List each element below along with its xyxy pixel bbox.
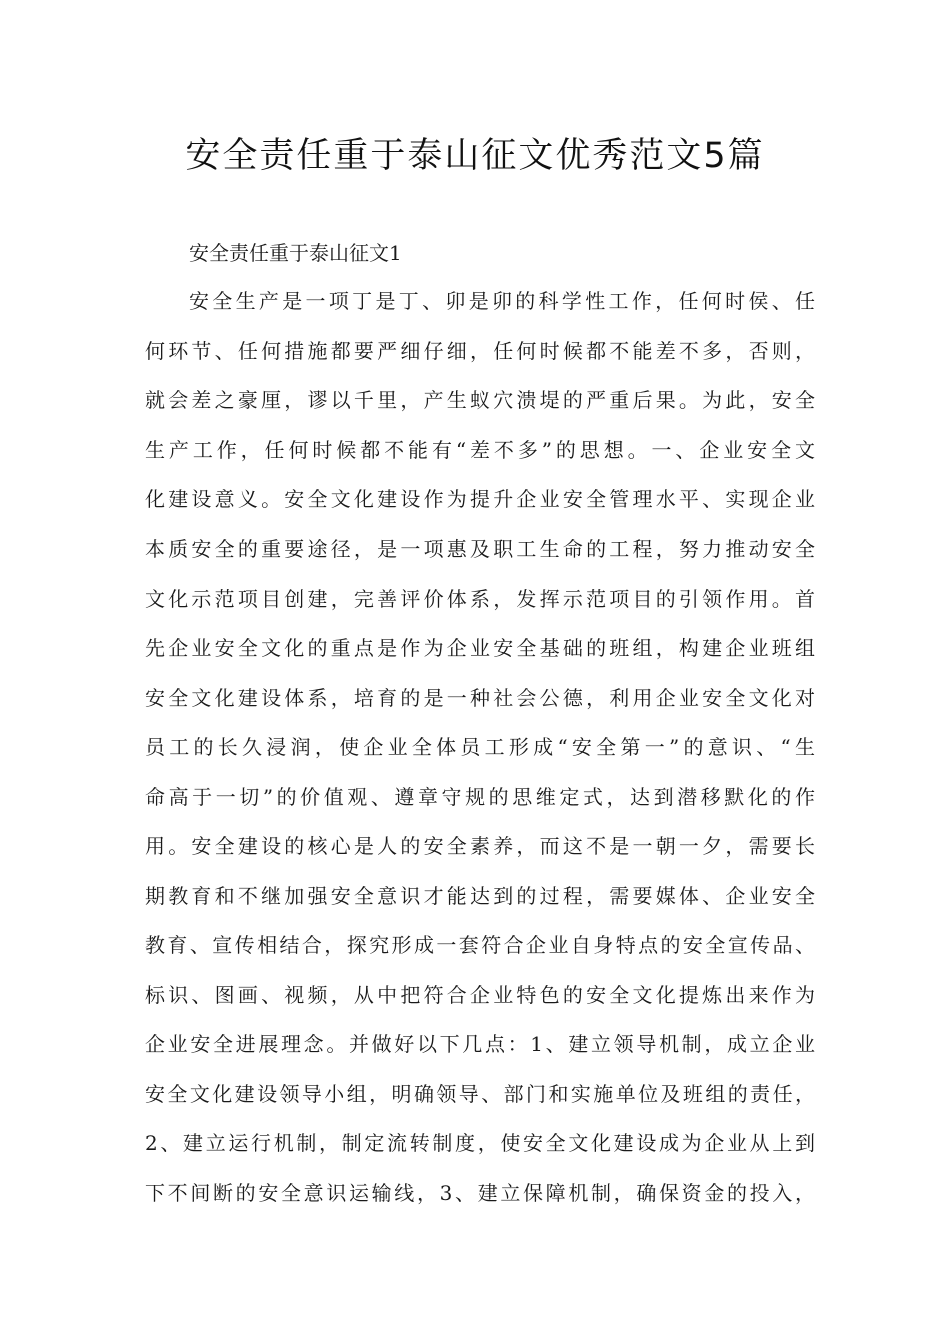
section-heading: 安全责任重于泰山征文1 bbox=[189, 241, 402, 265]
paragraph-line: 文化示范项目创建，完善评价体系，发挥示范项目的引领作用。首 bbox=[145, 587, 815, 611]
paragraph-line: 企业安全进展理念。并做好以下几点：1、建立领导机制，成立企业 bbox=[145, 1032, 815, 1056]
paragraph-line: 2、建立运行机制，制定流转制度，使安全文化建设成为企业从上到 bbox=[145, 1131, 815, 1155]
paragraph-line: 命高于一切”的价值观、遵章守规的思维定式，达到潜移默化的作 bbox=[145, 785, 815, 809]
paragraph-line: 安全文化建设领导小组，明确领导、部门和实施单位及班组的责任， bbox=[145, 1082, 815, 1106]
paragraph-line: 本质安全的重要途径，是一项惠及职工生命的工程，努力推动安全 bbox=[145, 537, 815, 561]
paragraph-line: 用。安全建设的核心是人的安全素养，而这不是一朝一夕，需要长 bbox=[145, 834, 815, 858]
document-title: 安全责任重于泰山征文优秀范文5篇 bbox=[185, 136, 765, 176]
paragraph-line: 期教育和不继加强安全意识才能达到的过程，需要媒体、企业安全 bbox=[145, 884, 815, 908]
paragraph-line: 生产工作，任何时候都不能有“差不多”的思想。一、企业安全文 bbox=[145, 438, 815, 462]
paragraph-line: 安全生产是一项丁是丁、卯是卯的科学性工作，任何时侯、任 bbox=[189, 289, 815, 313]
paragraph-line: 员工的长久浸润，使企业全体员工形成“安全第一”的意识、“生 bbox=[145, 735, 815, 759]
paragraph-line: 标识、图画、视频，从中把符合企业特色的安全文化提炼出来作为 bbox=[145, 983, 815, 1007]
paragraph-line: 化建设意义。安全文化建设作为提升企业安全管理水平、实现企业 bbox=[145, 487, 815, 511]
paragraph-line: 就会差之豪厘，谬以千里，产生蚁穴溃堤的严重后果。为此，安全 bbox=[145, 388, 815, 412]
paragraph-line: 教育、宣传相结合，探究形成一套符合企业自身特点的安全宣传品、 bbox=[145, 933, 815, 957]
paragraph-line: 何环节、任何措施都要严细仔细，任何时候都不能差不多，否则， bbox=[145, 339, 815, 363]
paragraph-line: 安全文化建设体系，培育的是一种社会公德，利用企业安全文化对 bbox=[145, 686, 815, 710]
paragraph-line: 先企业安全文化的重点是作为企业安全基础的班组，构建企业班组 bbox=[145, 636, 815, 660]
paragraph-line: 下不间断的安全意识运输线，3、建立保障机制，确保资金的投入， bbox=[145, 1181, 815, 1205]
